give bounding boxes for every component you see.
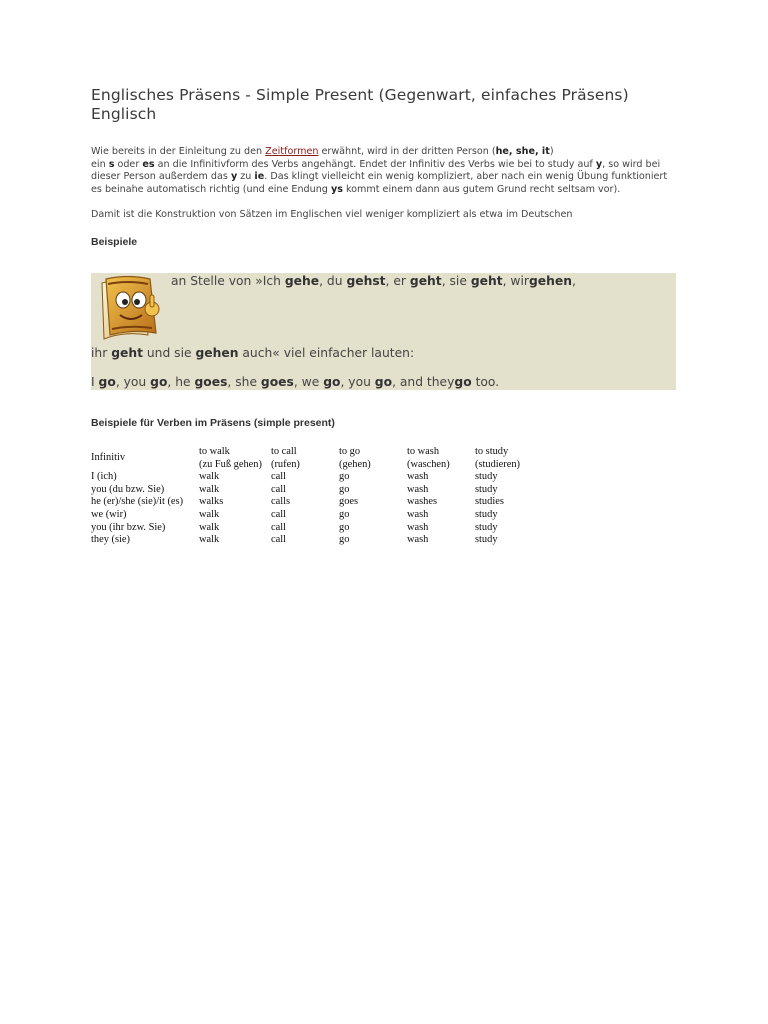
verb-form-cell: call xyxy=(271,471,286,483)
intro-paragraph xyxy=(91,146,671,196)
examples-heading: Beispiele xyxy=(91,236,138,249)
example-line-3 xyxy=(91,374,499,390)
intro-bold: y xyxy=(595,158,603,170)
intro-bold: ie xyxy=(254,171,265,183)
verb-header: to go xyxy=(339,446,361,457)
pronoun-cell: I (ich) xyxy=(91,471,117,483)
zeitformen-link[interactable]: Zeitformen xyxy=(265,146,319,157)
example-text: ihr xyxy=(91,346,112,360)
example-line-2 xyxy=(91,345,414,361)
example-text: , and they xyxy=(392,375,455,389)
intro-text: kommt einem dann aus gutem Grund recht seltsam vor). xyxy=(342,183,621,195)
example-text: I xyxy=(91,375,99,389)
verb-form-cell: walk xyxy=(199,483,220,495)
verb-form-cell: study xyxy=(475,483,498,495)
example-line-1 xyxy=(171,273,576,289)
example-bold-word: geht xyxy=(111,346,143,360)
example-bold-word: geht xyxy=(470,274,503,288)
verb-form-cell: call xyxy=(271,521,286,533)
pronoun-cell: you (du bzw. Sie) xyxy=(91,483,165,495)
verb-form-cell: wash xyxy=(407,508,429,520)
verb-form-cell: call xyxy=(271,508,286,520)
example-bold-word: go xyxy=(98,375,116,389)
intro-bold: he, she, it xyxy=(495,146,550,157)
verb-header: to call xyxy=(271,446,297,457)
example-text: , wir xyxy=(502,274,529,288)
example-bold-word: geht xyxy=(409,274,442,288)
page-title xyxy=(91,86,681,124)
example-box xyxy=(91,273,676,390)
pronoun-cell: you (ihr bzw. Sie) xyxy=(91,521,166,533)
example-bold-word: go xyxy=(323,375,341,389)
example-bold-word: goes xyxy=(260,375,294,389)
infinitiv-header: Infinitiv xyxy=(91,452,126,464)
example-bold-word: gehst xyxy=(346,274,386,288)
example-text: , du xyxy=(319,274,347,288)
example-bold-word: go xyxy=(454,375,472,389)
table-row xyxy=(91,496,520,509)
pronoun-cell: he (er)/she (sie)/it (es) xyxy=(91,496,184,508)
example-text: und sie xyxy=(142,346,196,360)
example-bold-word: gehen xyxy=(195,346,239,360)
verb-form-cell: wash xyxy=(407,521,429,533)
table-row xyxy=(91,522,520,535)
intro-text: Wie bereits in der Einleitung zu den xyxy=(91,146,266,157)
intro-text: ein xyxy=(91,158,109,170)
example-text: , sie xyxy=(441,274,471,288)
verb-header: to study xyxy=(475,446,509,457)
example-text: an Stelle von »Ich xyxy=(171,274,285,288)
example-bold-word: gehe xyxy=(284,274,320,288)
table-row xyxy=(91,534,520,547)
example-text: , er xyxy=(385,274,410,288)
verb-form-cell: washes xyxy=(407,496,438,508)
table-row xyxy=(91,509,520,522)
intro-text: an die Infinitivform des Verbs angehängt. Endet der Infinitiv des Verbs wie bei to study auf xyxy=(154,158,596,170)
verb-form-cell: call xyxy=(271,483,286,495)
verb-form-cell: go xyxy=(339,534,350,546)
verb-translation: (studieren) xyxy=(475,458,521,470)
intro-bold: s xyxy=(108,158,115,170)
article xyxy=(91,86,681,546)
verb-form-cell: goes xyxy=(339,496,359,508)
verbs-table xyxy=(91,446,520,547)
example-bold-word: gehen xyxy=(528,274,572,288)
verb-form-cell: studies xyxy=(475,496,504,508)
example-bold-word: go xyxy=(374,375,393,389)
example-text: , you xyxy=(115,375,151,389)
title-line-2: Englisch xyxy=(91,105,157,123)
verb-form-cell: wash xyxy=(407,483,429,495)
verb-form-cell: walk xyxy=(199,471,220,483)
table-row xyxy=(91,484,520,497)
example-text: too. xyxy=(471,375,500,389)
intro-bold: ys xyxy=(330,183,343,195)
pronoun-cell: they (sie) xyxy=(91,534,130,546)
verb-form-cell: go xyxy=(339,521,350,533)
intro-bold: es xyxy=(142,158,155,170)
verb-form-cell: call xyxy=(271,534,286,546)
example-text: , you xyxy=(340,375,375,389)
table-header-row xyxy=(91,446,520,459)
verb-form-cell: calls xyxy=(271,496,291,508)
intro-text: zu xyxy=(237,171,255,183)
verb-form-cell: wash xyxy=(407,534,429,546)
verb-form-cell: wash xyxy=(407,471,429,483)
example-text: , he xyxy=(167,375,195,389)
verb-form-cell: study xyxy=(475,534,498,546)
verb-form-cell: study xyxy=(475,508,498,520)
example-bold-word: go xyxy=(150,375,168,389)
verb-header: to wash xyxy=(407,446,440,457)
verb-header: to walk xyxy=(199,446,230,457)
verb-form-cell: walk xyxy=(199,521,220,533)
verb-form-cell: walk xyxy=(199,508,220,520)
verb-form-cell: walk xyxy=(199,534,220,546)
verb-form-cell: go xyxy=(339,483,350,495)
table-row xyxy=(91,471,520,484)
intro-text: oder xyxy=(114,158,143,170)
construction-paragraph: Damit ist die Konstruktion von Sätzen im Englischen viel weniger kompliziert als etwa im Deutschen xyxy=(91,209,573,221)
example-text: , she xyxy=(227,375,261,389)
verb-translation: (zu Fuß gehen) xyxy=(199,458,262,470)
pronoun-cell: we (wir) xyxy=(91,508,127,520)
intro-text: erwähnt, wird in der dritten Person ( xyxy=(318,146,496,157)
intro-text: . Das klingt vielleicht ein wenig kompliziert, aber nach ein wenig Übung funktioniert es beinahe automatisch richtig (und eine Endung xyxy=(91,171,668,195)
example-text: auch« viel einfacher lauten: xyxy=(238,346,415,360)
title-line-1: Englisches Präsens - Simple Present (Gegenwart, einfaches Präsens) xyxy=(91,86,629,104)
verbs-heading: Beispiele für Verben im Präsens (simple present) xyxy=(91,417,335,429)
verb-form-cell: walks xyxy=(199,496,224,508)
intro-bold: y xyxy=(230,171,238,183)
example-text: , we xyxy=(293,375,324,389)
verb-form-cell: study xyxy=(475,471,498,483)
verb-form-cell: go xyxy=(339,471,350,483)
example-text: , xyxy=(571,274,576,288)
verb-translation: (gehen) xyxy=(339,458,371,470)
verb-translation: (rufen) xyxy=(271,458,300,470)
intro-text: , so wird bei dieser Person außerdem das xyxy=(91,158,661,183)
verb-form-cell: go xyxy=(339,508,350,520)
example-bold-word: goes xyxy=(194,375,228,389)
verb-form-cell: study xyxy=(475,521,498,533)
intro-text: ) xyxy=(549,146,554,157)
book-mascot-icon xyxy=(94,275,172,345)
verb-translation: (waschen) xyxy=(407,458,450,470)
